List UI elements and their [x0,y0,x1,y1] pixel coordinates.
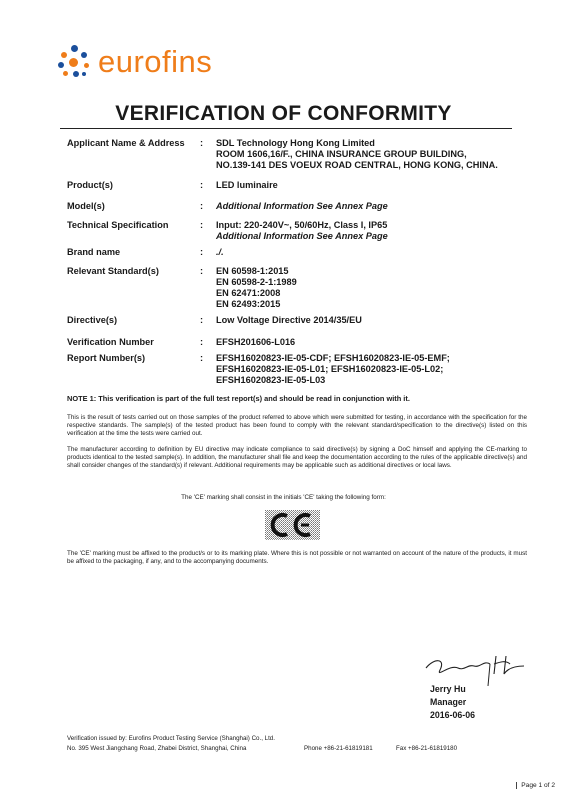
brand-value: ./. [216,247,224,257]
brand-row [67,247,512,258]
standard-item: EN 62471:2008 [216,288,281,298]
report-line: EFSH16020823-IE-05-L01; EFSH16020823-IE-05-L02; [216,364,444,374]
ce-mark-icon [265,510,320,540]
model-value: Additional Information See Annex Page [216,201,388,211]
footer-address-row [67,745,527,752]
colon: : [200,337,204,347]
colon: : [200,315,204,325]
colon: : [200,353,204,363]
applicant-row [67,138,512,171]
applicant-label: Applicant Name & Address [67,138,185,148]
report-line: EFSH16020823-IE-05-L03 [216,375,326,385]
tech-spec-line: Input: 220-240V~, 50/60Hz, Class I, IP65 [216,220,388,230]
model-row [67,201,512,212]
ce-intro-text: The 'CE' marking shall consist in the initials 'CE' taking the following form: [181,494,386,501]
report-list [216,353,512,386]
footer-issuer: Verification issued by: Eurofins Product Testing Service (Shanghai) Co., Ltd. [67,735,275,742]
applicant-line: SDL Technology Hong Kong Limited [216,138,375,148]
logo-dots-icon [58,45,92,79]
note-1: NOTE 1: This verification is part of the full test report(s) and should be read in conjunction with it. [67,394,410,403]
signer-name: Jerry Hu [430,684,466,694]
standard-item: EN 60598-2-1:1989 [216,277,297,287]
report-row [67,353,512,386]
ce-mark [265,510,320,540]
applicant-value [216,138,512,171]
document-title: VERIFICATION OF CONFORMITY [115,102,452,125]
tech-spec-value [216,220,512,242]
brand-label: Brand name [67,247,121,257]
report-label: Report Number(s) [67,353,146,363]
directive-value: Low Voltage Directive 2014/35/EU [216,315,362,325]
applicant-line: ROOM 1606,16/F., CHINA INSURANCE GROUP BUILDING, [216,149,467,159]
signer-date: 2016-06-06 [430,710,475,720]
colon: : [200,138,204,148]
tech-spec-row [67,220,512,242]
colon: : [200,180,204,190]
product-value: LED luminaire [216,180,278,190]
tech-spec-line: Additional Information See Annex Page [216,231,388,241]
directive-label: Directive(s) [67,315,118,325]
paragraph-manufacturer: The manufacturer according to definition by EU directive may indicate compliance to said directive(s) by signing a DoC himself and applying the CE-marking to products identical to the tested sample(s). In addition, the manufacturer shall file and keep the documentation according to the rules of the applicable directive(s) and shall consider changes of the standard(s) if relevant. Additional requirements may be applicable such as additional directives or local laws. [67,446,527,470]
standards-row [67,266,512,310]
product-label: Product(s) [67,180,113,190]
directive-row [67,315,512,326]
title-underline [60,128,512,129]
applicant-line: NO.139-141 DES VOEUX ROAD CENTRAL, HONG KONG, CHINA. [216,160,498,170]
footer-address: No. 395 West Jiangchang Road, Zhabei District, Shanghai, China [67,745,247,752]
verification-value: EFSH201606-L016 [216,337,296,347]
paragraph-test-result: This is the result of tests carried out on those samples of the product referred to above which were submitted for testing, in accordance with the specification for the respective standards. The sample(s) of the tested product has been found to comply with the relevant standard/specification to the directive(s) listed on this verification at the time the tests were carried out. [67,414,527,438]
verification-label: Verification Number [67,337,154,347]
colon: : [200,247,204,257]
standard-item: EN 60598-1:2015 [216,266,289,276]
standards-list [216,266,512,310]
page-number: Page 1 of 2 [516,782,555,789]
model-label: Model(s) [67,201,105,211]
logo-text: eurofins [98,44,213,79]
eurofins-logo [58,44,212,80]
footer-fax: Fax +86-21-61819180 [396,745,458,752]
report-line: EFSH16020823-IE-05-CDF; EFSH16020823-IE-05-EMF; [216,353,450,363]
colon: : [200,266,204,276]
tech-spec-label: Technical Specification [67,220,169,230]
colon: : [200,220,204,230]
signer-title: Manager [430,697,467,707]
verification-row [67,337,512,348]
ce-affix-text: The 'CE' marking must be affixed to the product/s or to its marking plate. Where this is not possible or not warranted on account of the nature of the products, it must be affixed to the packaging, if any, and to the accompanying documents. [67,550,527,566]
standard-item: EN 62493:2015 [216,299,281,309]
colon: : [200,201,204,211]
footer-phone: Phone +86-21-61819181 [304,745,373,752]
product-row [67,180,512,191]
standards-label: Relevant Standard(s) [67,266,159,276]
